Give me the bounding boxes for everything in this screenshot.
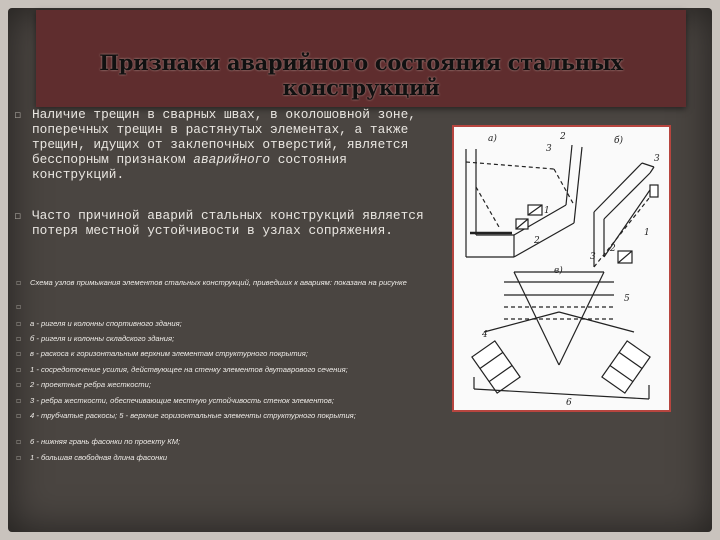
small-bullet-3: 3 - ребра жесткости, обеспечивающие местную устойчивость стенок элементов; xyxy=(30,396,334,405)
label-2-a-bottom: 2 xyxy=(534,236,540,246)
bullet-marker-icon: ▫ xyxy=(14,209,22,222)
small-bullet-scheme: Схема узлов примыкания элементов стальных конструкций, приведших к авариям: показана на рисунке xyxy=(30,278,407,287)
label-1-b: 1 xyxy=(644,228,650,238)
bullet-marker-icon: ▫ xyxy=(16,453,22,462)
small-bullet-v: в - раскоса к горизонтальным верхним элементам структурного покрытия; xyxy=(30,349,308,358)
slide-title: Признаки аварийного состояния стальных конструкций xyxy=(99,50,623,100)
bullet-cracks-text: Наличие трещин в сварных швах, в околошовной зоне, поперечных трещин в растянутых элементах, а также трещин, идущих от заклепочных отверстий, является бесспорным признаком xyxy=(32,107,416,167)
bullet-stability: Часто причиной аварий стальных конструкций является потеря местной устойчивости в узлах сопряжения. xyxy=(32,208,424,238)
bullet-cracks-tail: состояния конструкций. xyxy=(32,152,347,182)
label-1-a: 1 xyxy=(544,206,550,216)
small-bullet-2: 2 - проектные ребра жесткости; xyxy=(30,380,151,389)
bullet-marker-icon: ▫ xyxy=(16,334,22,343)
label-3-a: 3 xyxy=(546,144,552,154)
bullet-marker-icon: ▫ xyxy=(16,278,22,287)
title-band xyxy=(36,10,686,107)
label-3-b: 3 xyxy=(654,154,660,164)
bullet-marker-icon: ▫ xyxy=(16,302,22,311)
diagram-v xyxy=(472,272,650,399)
diagram-a xyxy=(466,145,582,257)
label-v: в) xyxy=(554,266,563,276)
bullet-marker-icon: ▫ xyxy=(16,380,22,389)
small-bullet-4-5: 4 - трубчатые раскосы; 5 - верхние горизонтальные элементы структурного покрытия; xyxy=(30,411,356,420)
label-2-a: 2 xyxy=(560,132,566,142)
diagram-b xyxy=(594,163,658,267)
label-5: 5 xyxy=(624,294,630,304)
bullet-cracks xyxy=(32,107,437,182)
small-bullet-6: 6 - нижняя грань фасонки по проекту КМ; xyxy=(30,437,181,446)
label-6: 6 xyxy=(566,398,572,408)
bullet-marker-icon: ▫ xyxy=(16,365,22,374)
label-4: 4 xyxy=(482,330,488,340)
label-3-b-bottom: 3 xyxy=(590,252,596,262)
small-bullet-b: б - ригеля и колонны складского здания; xyxy=(30,334,175,343)
bullet-marker-icon: ▫ xyxy=(16,396,22,405)
node-schematic-drawing xyxy=(454,127,669,410)
label-2-b: 2 xyxy=(610,244,616,254)
bullet-marker-icon: ▫ xyxy=(16,411,22,420)
small-bullet-1: 1 - сосредоточение усилия, действующее на стенку элементов двутаврового сечения; xyxy=(30,365,348,374)
label-a: а) xyxy=(488,134,497,144)
bullet-marker-icon: ▫ xyxy=(16,437,22,446)
bullet-marker-icon: ▫ xyxy=(14,108,22,121)
node-schematic-figure xyxy=(452,125,671,412)
label-b: б) xyxy=(614,136,624,146)
small-bullet-a: а - ригеля и колонны спортивного здания; xyxy=(30,319,182,328)
bullet-marker-icon: ▫ xyxy=(16,319,22,328)
bullet-cracks-emphasis: аварийного xyxy=(193,152,271,167)
bullet-marker-icon: ▫ xyxy=(16,349,22,358)
small-bullet-free-length: 1 - большая свободная длина фасонки xyxy=(30,453,168,462)
